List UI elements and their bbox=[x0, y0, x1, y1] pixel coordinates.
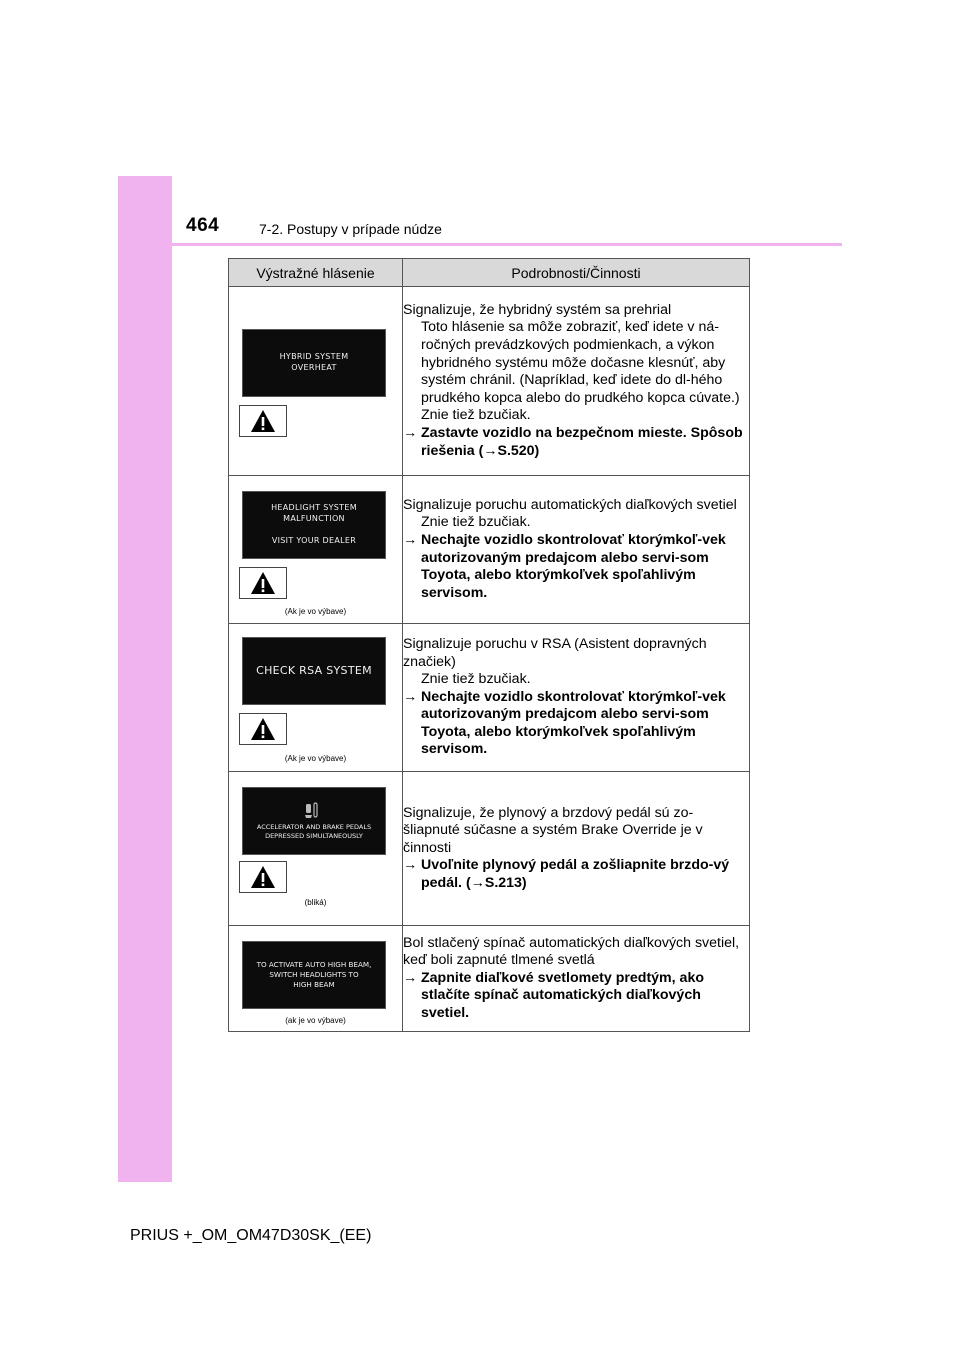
section-title: 7-2. Postupy v prípade núdze bbox=[259, 221, 442, 237]
detail-text: Toto hlásenie sa môže zobraziť, keď idete v ná-ročných prevádzkových podmienkach, a výkon hybridného systému môže dočasne klesnúť, aby systém chránil. (Napríklad, keď idete do dl-hého prudkého kopca alebo do prudkého kopca cúvate.) bbox=[421, 319, 740, 406]
display-screen: HEADLIGHT SYSTEM MALFUNCTION VISIT YOUR DEALER bbox=[242, 491, 386, 559]
warning-triangle-icon bbox=[239, 567, 287, 599]
detail-text: Znie tiež bzučiak. bbox=[421, 671, 531, 688]
description-text: Signalizuje poruchu v RSA (Asistent dopravných značiek) bbox=[403, 635, 707, 670]
description-text: Bol stlačený spínač automatických diaľkových svetiel, keď boli zapnuté tlmené svetlá bbox=[403, 934, 740, 969]
table-header-row bbox=[229, 259, 750, 287]
arrow-icon: → bbox=[403, 969, 418, 986]
arrow-icon: → bbox=[403, 857, 418, 874]
column-header-warning: Výstražné hlásenie bbox=[229, 259, 403, 287]
display-text: ACCELERATOR AND BRAKE PEDALS DEPRESSED SIMULTANEOUSLY bbox=[256, 823, 372, 840]
warning-messages-table bbox=[228, 258, 750, 1032]
warning-image-cell bbox=[229, 287, 403, 476]
availability-caption: (Ak je vo výbave) bbox=[284, 754, 347, 763]
page-number: 464 bbox=[186, 215, 220, 236]
document-footer: PRIUS +_OM_OM47D30SK_(EE) bbox=[130, 1227, 372, 1244]
warning-image-cell bbox=[229, 772, 403, 926]
warning-image-cell bbox=[229, 926, 403, 1032]
action-text: → Uvoľnite plynový pedál a zošliapnite brzdo-vý pedál. (→S.213) bbox=[403, 857, 730, 891]
pedal-icon bbox=[303, 801, 325, 819]
action-text: → Zastavte vozidlo na bezpečnom mieste. Spôsob riešenia (→S.520) bbox=[403, 424, 743, 459]
column-header-details: Podrobnosti/Činnosti bbox=[403, 259, 750, 287]
availability-caption: (Ak je vo výbave) bbox=[284, 607, 347, 616]
warning-triangle-icon bbox=[239, 861, 287, 893]
arrow-icon: → bbox=[403, 424, 418, 441]
action-text: → Zapnite diaľkové svetlomety predtým, ako stlačíte spínač automatických diaľkových svetiel. bbox=[403, 969, 705, 1021]
description-text: Signalizuje, že hybridný systém sa prehrial bbox=[403, 301, 672, 318]
details-cell bbox=[403, 476, 750, 624]
table-row bbox=[229, 287, 750, 476]
chapter-sidebar-tab bbox=[118, 176, 172, 1182]
details-cell bbox=[403, 926, 750, 1032]
table-row bbox=[229, 624, 750, 772]
display-screen bbox=[242, 787, 386, 855]
arrow-icon: → bbox=[403, 688, 418, 705]
detail-text: Znie tiež bzučiak. bbox=[421, 514, 531, 531]
description-text: Signalizuje poruchu automatických diaľkových svetiel bbox=[403, 496, 737, 513]
header-divider bbox=[118, 243, 842, 246]
table-row bbox=[229, 926, 750, 1032]
arrow-icon: → bbox=[403, 531, 418, 548]
warning-triangle-icon bbox=[239, 405, 287, 437]
warning-triangle-icon bbox=[239, 713, 287, 745]
availability-caption: (ak je vo výbave) bbox=[285, 1016, 346, 1025]
action-text: → Nechajte vozidlo skontrolovať ktorýmkoľ-vek autorizovaným predajcom alebo servi-som Toyota, alebo ktorýmkoľvek spoľahlivým servisom. bbox=[403, 688, 726, 758]
description-text: Signalizuje, že plynový a brzdový pedál sú zo-šliapnuté súčasne a systém Brake Override je v činnosti bbox=[403, 804, 703, 856]
blinking-caption: (bliká) bbox=[304, 898, 327, 907]
display-screen: CHECK RSA SYSTEM bbox=[242, 637, 386, 705]
display-screen: TO ACTIVATE AUTO HIGH BEAM, SWITCH HEADLIGHTS TO HIGH BEAM bbox=[242, 941, 386, 1009]
display-screen: HYBRID SYSTEM OVERHEAT bbox=[242, 329, 386, 397]
table-row bbox=[229, 772, 750, 926]
action-text: → Nechajte vozidlo skontrolovať ktorýmkoľ-vek autorizovaným predajcom alebo servi-som Toyota, alebo ktorýmkoľvek spoľahlivým servisom. bbox=[403, 531, 726, 601]
details-cell bbox=[403, 772, 750, 926]
details-cell bbox=[403, 287, 750, 476]
warning-image-cell bbox=[229, 624, 403, 772]
detail-text: Znie tiež bzučiak. bbox=[421, 407, 531, 424]
warning-image-cell bbox=[229, 476, 403, 624]
table-row bbox=[229, 476, 750, 624]
details-cell bbox=[403, 624, 750, 772]
